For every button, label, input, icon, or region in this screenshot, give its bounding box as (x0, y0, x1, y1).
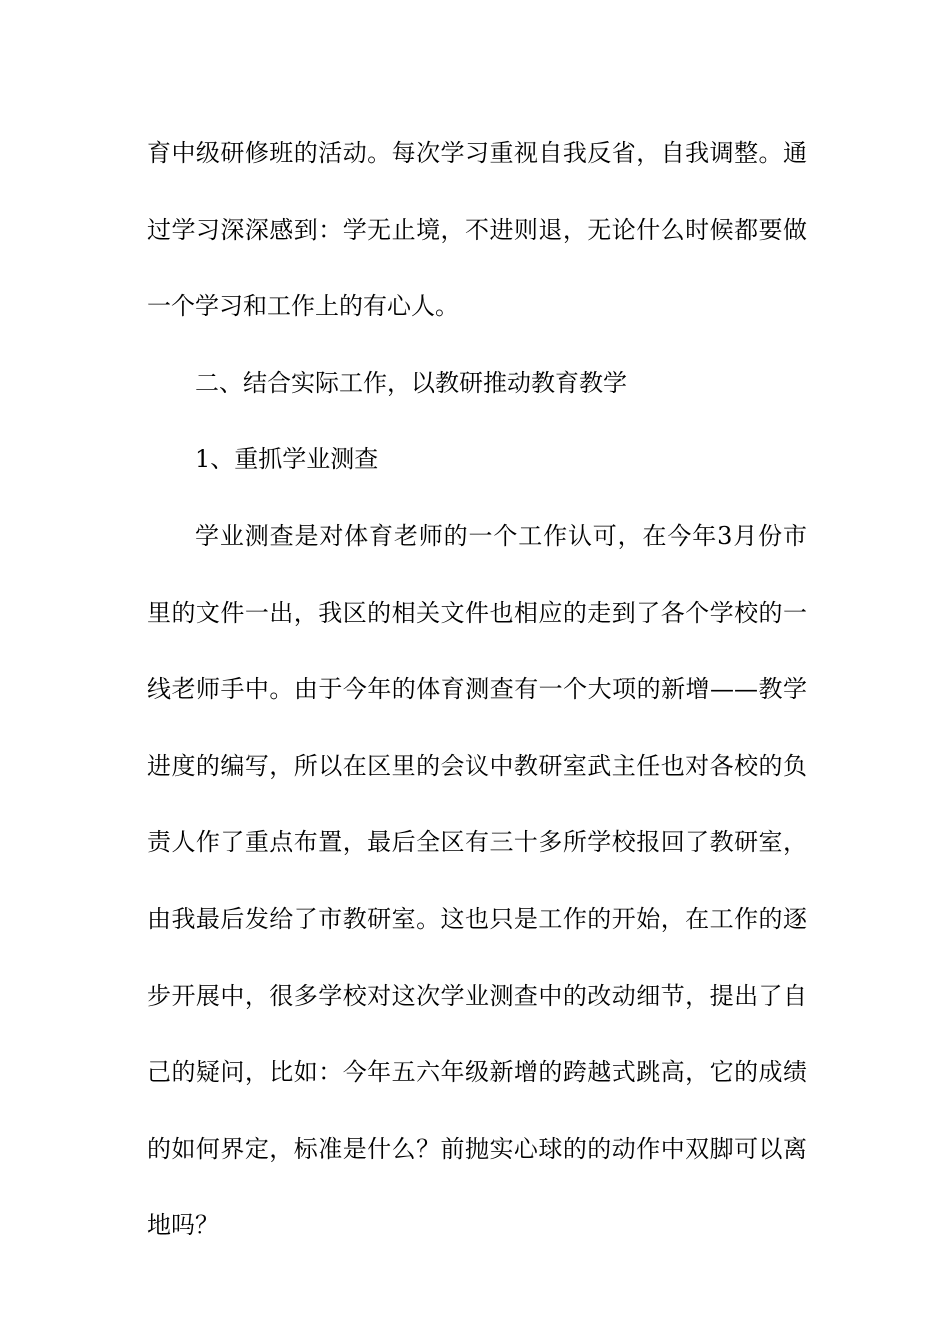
paragraph-line: 责人作了重点布置，最后全区有三十多所学校报回了教研室， (147, 828, 807, 857)
document-body (147, 134, 807, 1283)
paragraph-line: 地吗？ (147, 1211, 219, 1240)
paragraph-line: 育中级研修班的活动。每次学习重视自我反省，自我调整。通 (147, 139, 807, 167)
subsection-heading: 1、重抓学业测查 (195, 445, 379, 474)
paragraph-line: 学业测查是对体育老师的一个工作认可，在今年3月份市 (195, 521, 807, 550)
paragraph-line: 线老师手中。由于今年的体育测查有一个大项的新增——教学 (147, 675, 807, 704)
paragraph-line: 一个学习和工作上的有心人。 (147, 292, 459, 321)
paragraph-line: 进度的编写，所以在区里的会议中教研室武主任也对各校的负 (147, 751, 807, 780)
paragraph-line: 步开展中，很多学校对这次学业测查中的改动细节，提出了自 (147, 981, 807, 1010)
paragraph-line: 己的疑问，比如：今年五六年级新增的跨越式跳高，它的成绩 (147, 1058, 807, 1087)
paragraph-line: 里的文件一出，我区的相关文件也相应的走到了各个学校的一 (147, 598, 807, 627)
paragraph-line: 过学习深深感到：学无止境，不进则退，无论什么时候都要做 (147, 215, 807, 244)
paragraph-line: 的如何界定，标准是什么？前抛实心球的的动作中双脚可以离 (147, 1134, 807, 1163)
section-heading: 二、结合实际工作，以教研推动教育教学 (195, 368, 627, 397)
paragraph-line: 由我最后发给了市教研室。这也只是工作的开始，在工作的逐 (147, 904, 807, 933)
